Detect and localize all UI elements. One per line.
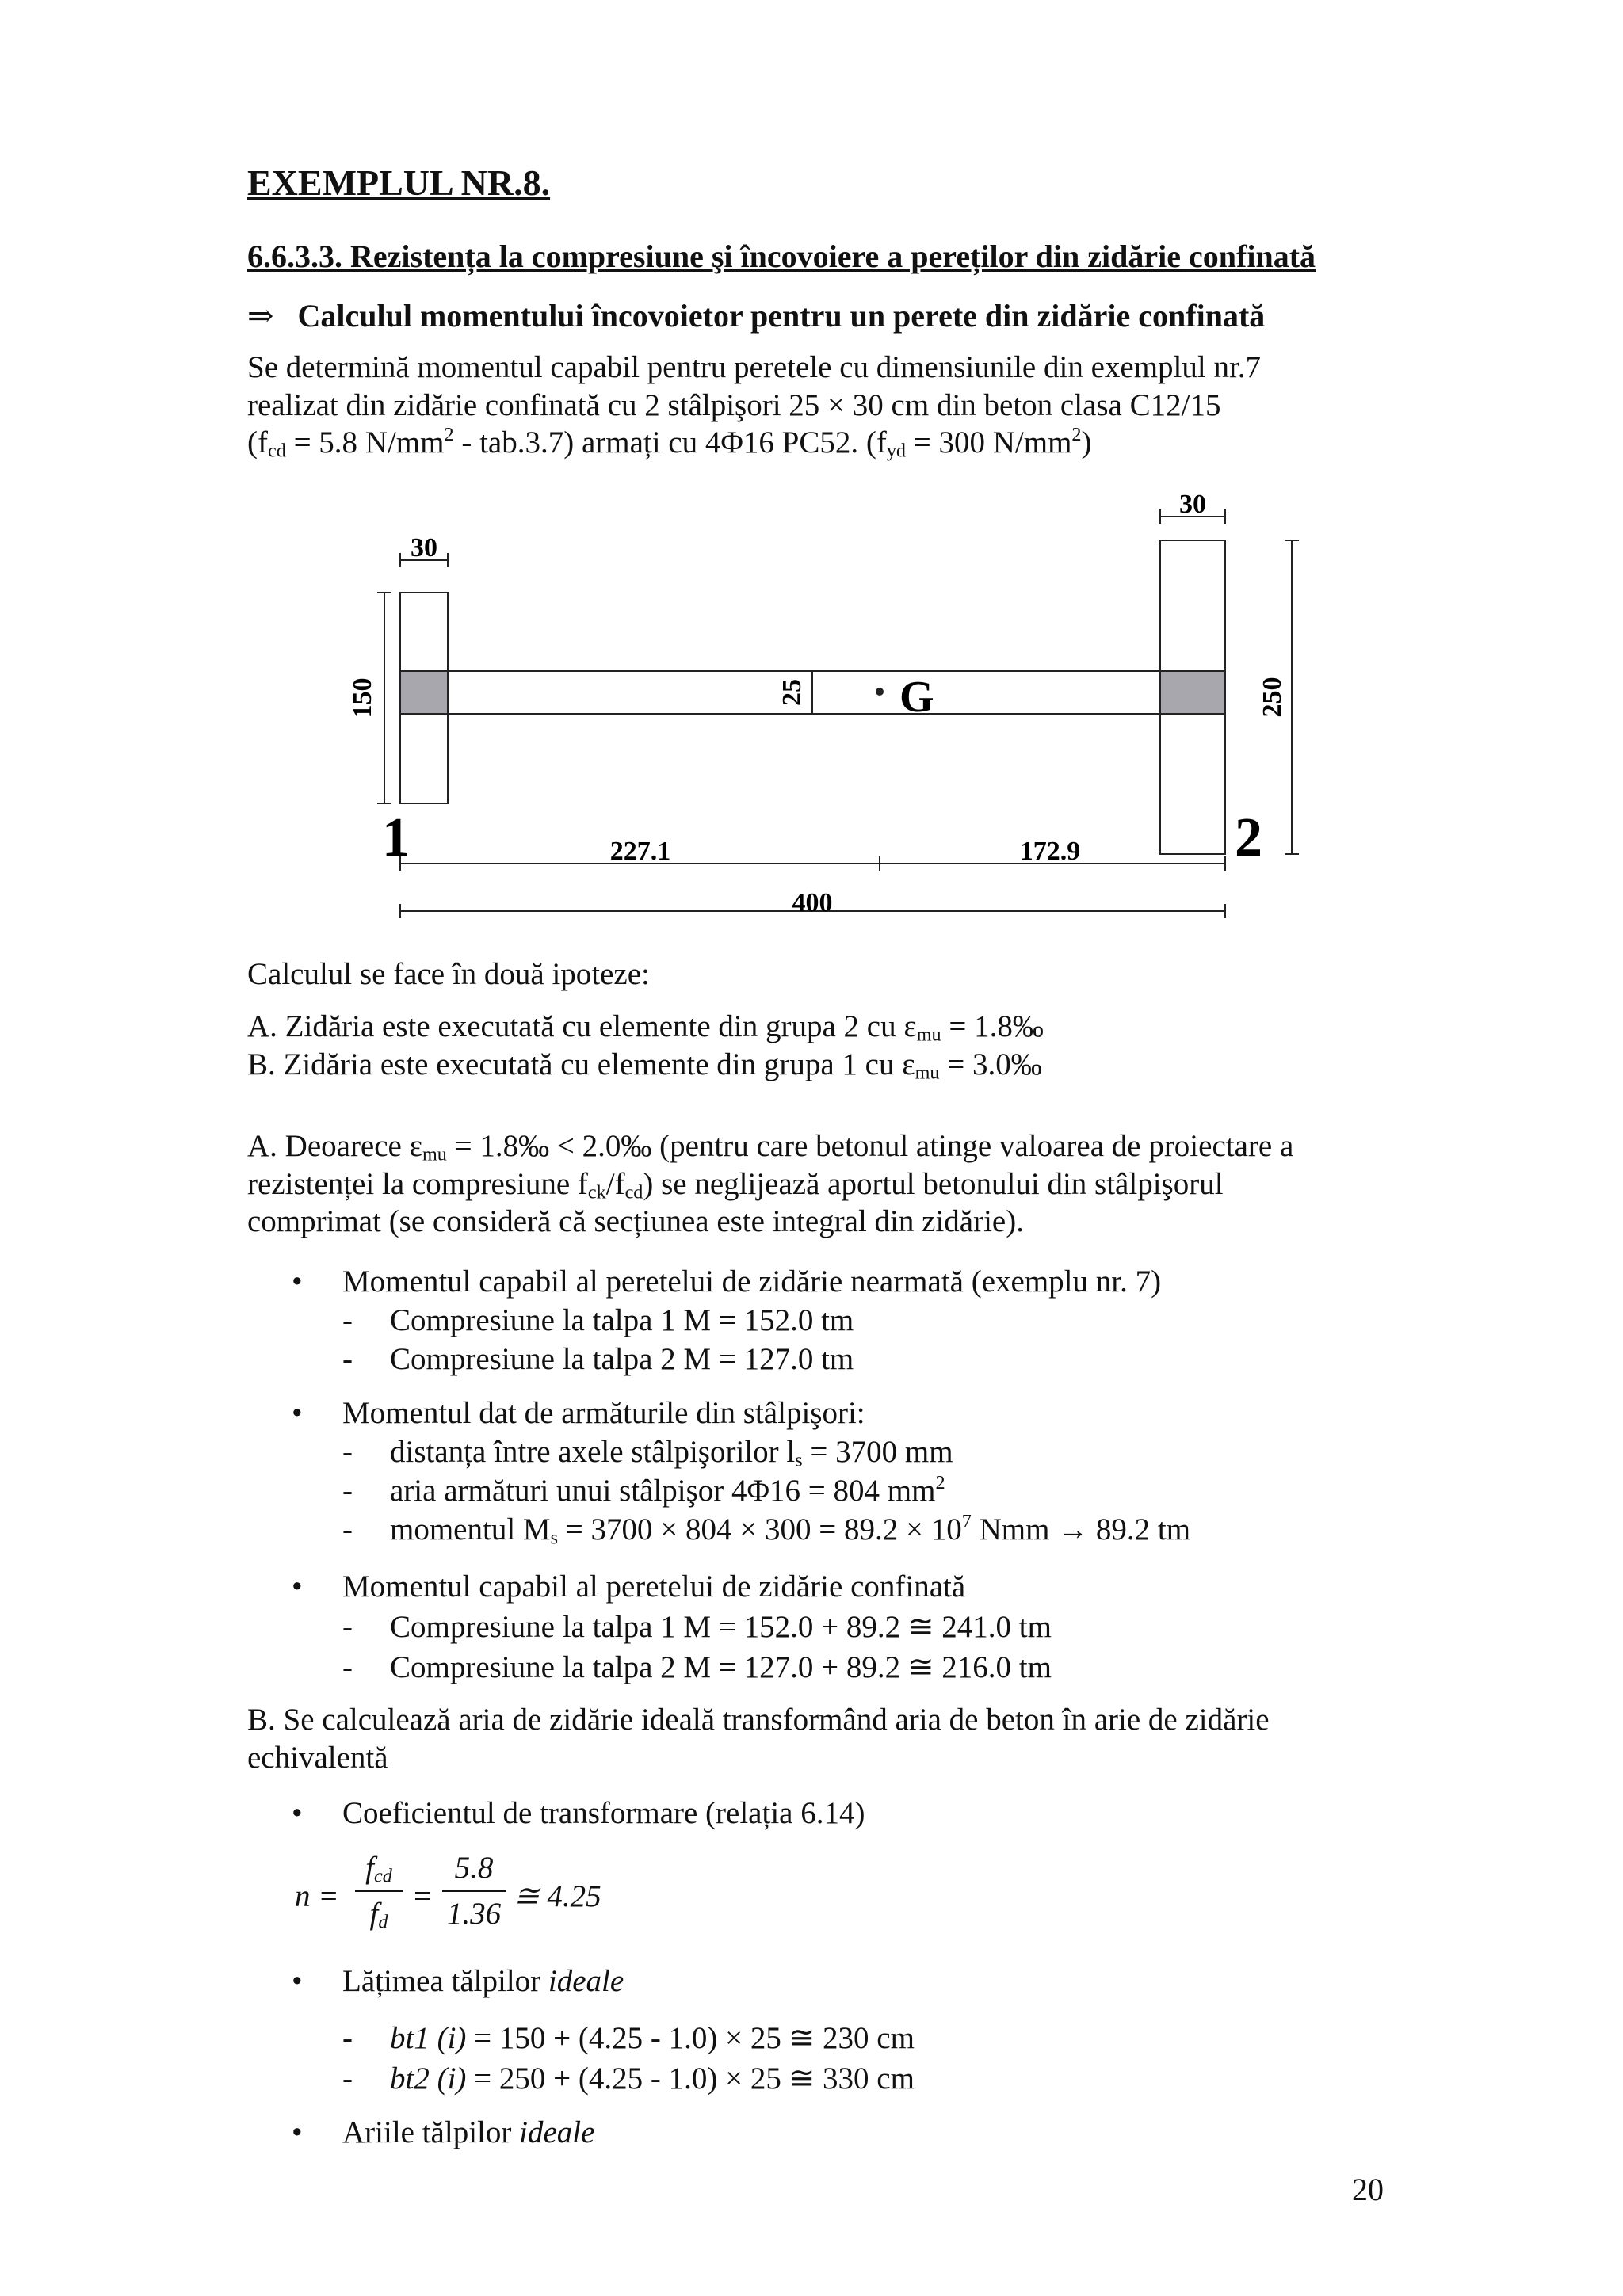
bullet-icon: • bbox=[292, 1569, 303, 1604]
hypotheses-list bbox=[247, 1008, 1388, 1083]
wall-section-diagram bbox=[333, 483, 1316, 943]
left-tie-column bbox=[400, 671, 448, 714]
double-arrow-icon: ⇒ bbox=[247, 298, 274, 334]
dim-total-length: 400 bbox=[792, 888, 833, 917]
dim-left-to-centroid: 227.1 bbox=[609, 837, 671, 866]
section-title: 6.6.3.3. Rezistența la compresiune şi încovoiere a pereților din zidărie confinată bbox=[247, 238, 1316, 274]
intro-line-3: ($f_{cd} = 5.8$ $N/mm^2 - tab.3.7$) armați cu 4Φ16 PC52. ($f_{yd} = 300$ $N/mm^2$) bbox=[247, 424, 1092, 462]
case-a-paragraph bbox=[247, 1127, 1388, 1241]
formula-fraction-numeric: 5.8 1.36 bbox=[442, 1849, 506, 1932]
bullet-icon: • bbox=[292, 1396, 303, 1430]
subsection-heading bbox=[247, 297, 1265, 336]
label-flange-2: 2 bbox=[1235, 807, 1262, 868]
dim-left-height: 150 bbox=[348, 677, 377, 719]
formula-lhs: n = bbox=[295, 1879, 339, 1913]
intro-line-2: realizat din zidărie confinată cu 2 stâlpişori 25 × 30 cm din beton clasa C12/15 bbox=[247, 387, 1221, 422]
centroid-marker bbox=[876, 688, 884, 696]
formula-fraction-symbolic: $f_{cd}$ $f_d$ bbox=[355, 1849, 403, 1932]
intro-line-1: Se determină momentul capabil pentru peretele cu dimensiunile din exemplul nr.7 bbox=[247, 350, 1262, 384]
bullet-icon: • bbox=[292, 1964, 303, 1998]
dim-left-flange-width: 30 bbox=[411, 533, 437, 563]
dim-web-thickness: 25 bbox=[777, 679, 807, 706]
right-tie-column bbox=[1160, 671, 1225, 714]
hypotheses-intro: Calculul se face în două ipoteze: bbox=[247, 957, 650, 991]
formula-result: ≅ 4.25 bbox=[514, 1879, 601, 1913]
transformation-formula bbox=[295, 1849, 707, 1944]
dim-right-height: 250 bbox=[1258, 677, 1287, 718]
case-b-line-2: echivalentă bbox=[247, 1740, 388, 1775]
page-title: EXEMPLUL NR.8. bbox=[247, 162, 551, 203]
bullet-icon: • bbox=[292, 2115, 303, 2149]
bullet-icon: • bbox=[292, 1264, 303, 1299]
formula-equals: = bbox=[414, 1879, 431, 1913]
hypothesis-a: A. Zidăria este executată cu elemente din grupa 2 cu $\varepsilon_{mu}$ = 1.8‰ bbox=[247, 1009, 1044, 1046]
dim-right-flange-width: 30 bbox=[1179, 490, 1206, 519]
case-b-line-1: B. Se calculează aria de zidărie ideală transformând aria de beton în arie de zidărie bbox=[247, 1703, 1270, 1737]
label-flange-1: 1 bbox=[382, 807, 410, 868]
case-a-line-1: A. Deoarece $\varepsilon_{mu}$ = 1.8‰ < 2.0‰ (pentru care betonul atinge valoarea de proiectare a bbox=[247, 1129, 1294, 1165]
case-a-line-3: comprimat (se consideră că secțiunea este integral din zidărie). bbox=[247, 1204, 1024, 1239]
bullet-icon: • bbox=[292, 1796, 303, 1830]
hypothesis-b: B. Zidăria este executată cu elemente din grupa 1 cu $\varepsilon_{mu}$ = 3.0‰ bbox=[247, 1047, 1042, 1083]
centroid-label: G bbox=[899, 673, 934, 722]
intro-paragraph bbox=[247, 349, 1388, 462]
case-b-paragraph bbox=[247, 1701, 1388, 1776]
subsection-title: Calculul momentului încovoietor pentru un perete din zidărie confinată bbox=[297, 298, 1266, 334]
page-number: 20 bbox=[1352, 2172, 1384, 2207]
dim-centroid-to-right: 172.9 bbox=[1019, 837, 1081, 866]
case-a-line-2: rezistenței la compresiune $f_{ck}/f_{cd}$) se neglijează aportul betonului din stâlpişorul bbox=[247, 1166, 1224, 1203]
